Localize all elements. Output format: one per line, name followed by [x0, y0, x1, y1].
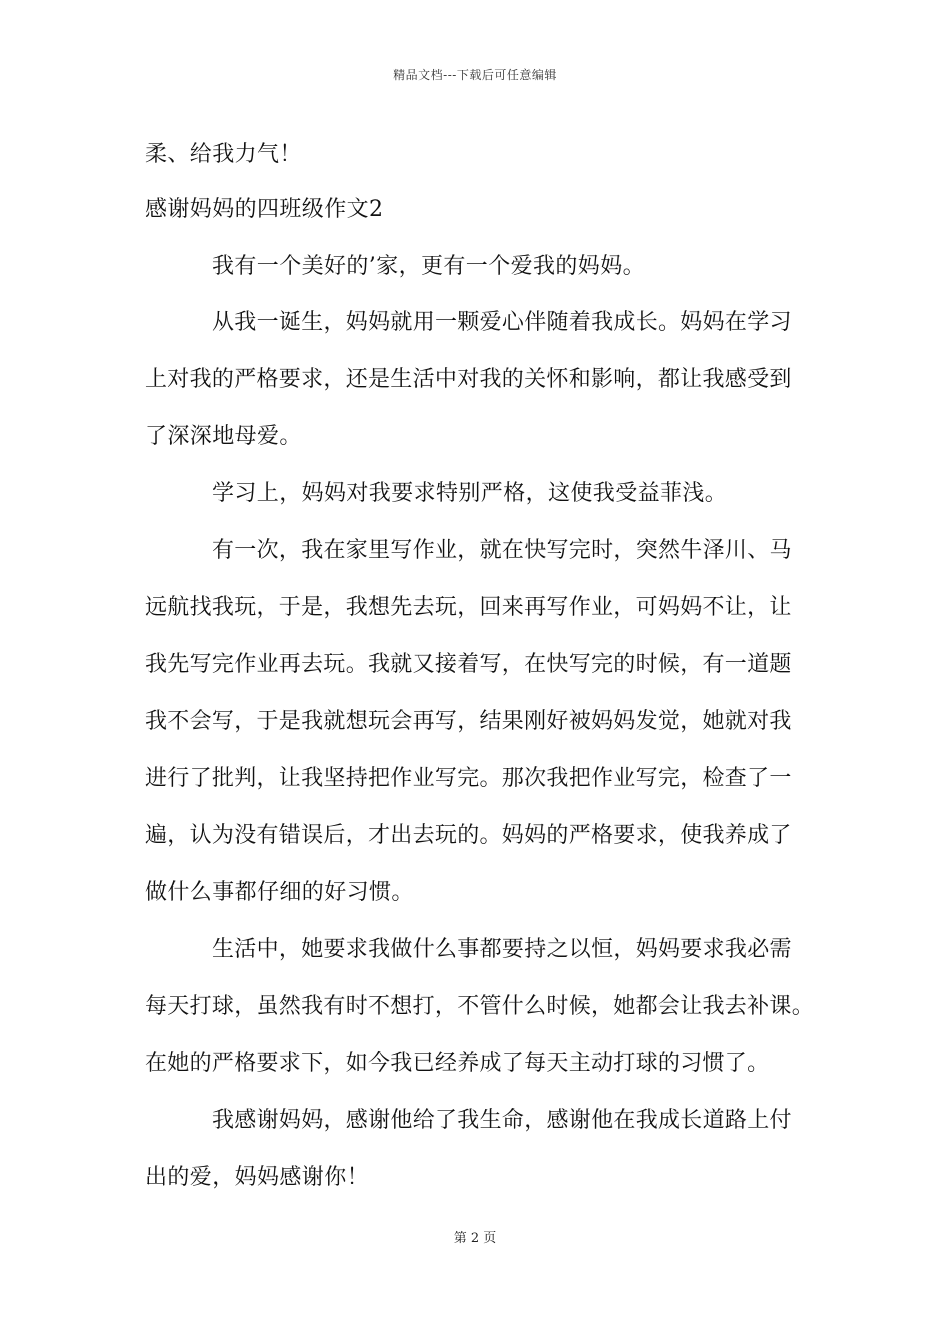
paragraph-line: 遍，认为没有错误后，才出去玩的。妈妈的严格要求，使我养成了 — [145, 823, 792, 848]
paragraph-line: 每天打球，虽然我有时不想打，不管什么时候，她都会让我去补课。 — [145, 994, 815, 1019]
paragraph-line: 出的爱，妈妈感谢你！ — [145, 1165, 370, 1190]
paragraph-line: 我有一个美好的’家，更有一个爱我的妈妈。 — [212, 254, 645, 279]
paragraph-line: 了深深地母爱。 — [145, 424, 302, 449]
paragraph-line: 我先写完作业再去玩。我就又接着写，在快写完的时候，有一道题 — [145, 652, 792, 677]
text-line: 柔、给我力气！ — [145, 142, 302, 167]
paragraph-line: 学习上，妈妈对我要求特别严格，这使我受益菲浅。 — [212, 481, 728, 506]
paragraph-line: 生活中，她要求我做什么事都要持之以恒，妈妈要求我必需 — [212, 937, 792, 962]
paragraph-line: 进行了批判，让我坚持把作业写完。那次我把作业写完，检查了一 — [145, 766, 792, 791]
paragraph-line: 在她的严格要求下，如今我已经养成了每天主动打球的习惯了。 — [145, 1051, 770, 1076]
paragraph-line: 上对我的严格要求，还是生活中对我的关怀和影响，都让我感受到 — [145, 367, 792, 392]
paragraph-line: 我感谢妈妈，感谢他给了我生命，感谢他在我成长道路上付 — [212, 1108, 792, 1133]
page-header: 精品文档---下载后可任意编辑 — [393, 68, 557, 82]
section-title: 感谢妈妈的四班级作文2 — [145, 197, 384, 222]
paragraph-line: 我不会写，于是我就想玩会再写，结果刚好被妈妈发觉，她就对我 — [145, 709, 792, 734]
paragraph-line: 远航找我玩，于是，我想先去玩，回来再写作业，可妈妈不让，让 — [145, 595, 792, 620]
paragraph-line: 从我一诞生，妈妈就用一颗爱心伴随着我成长。妈妈在学习 — [212, 310, 792, 335]
paragraph-line: 有一次，我在家里写作业，就在快写完时，突然牛泽川、马 — [212, 538, 792, 563]
paragraph-line: 做什么事都仔细的好习惯。 — [145, 880, 414, 905]
page-number: 第 2 页 — [453, 1231, 497, 1246]
